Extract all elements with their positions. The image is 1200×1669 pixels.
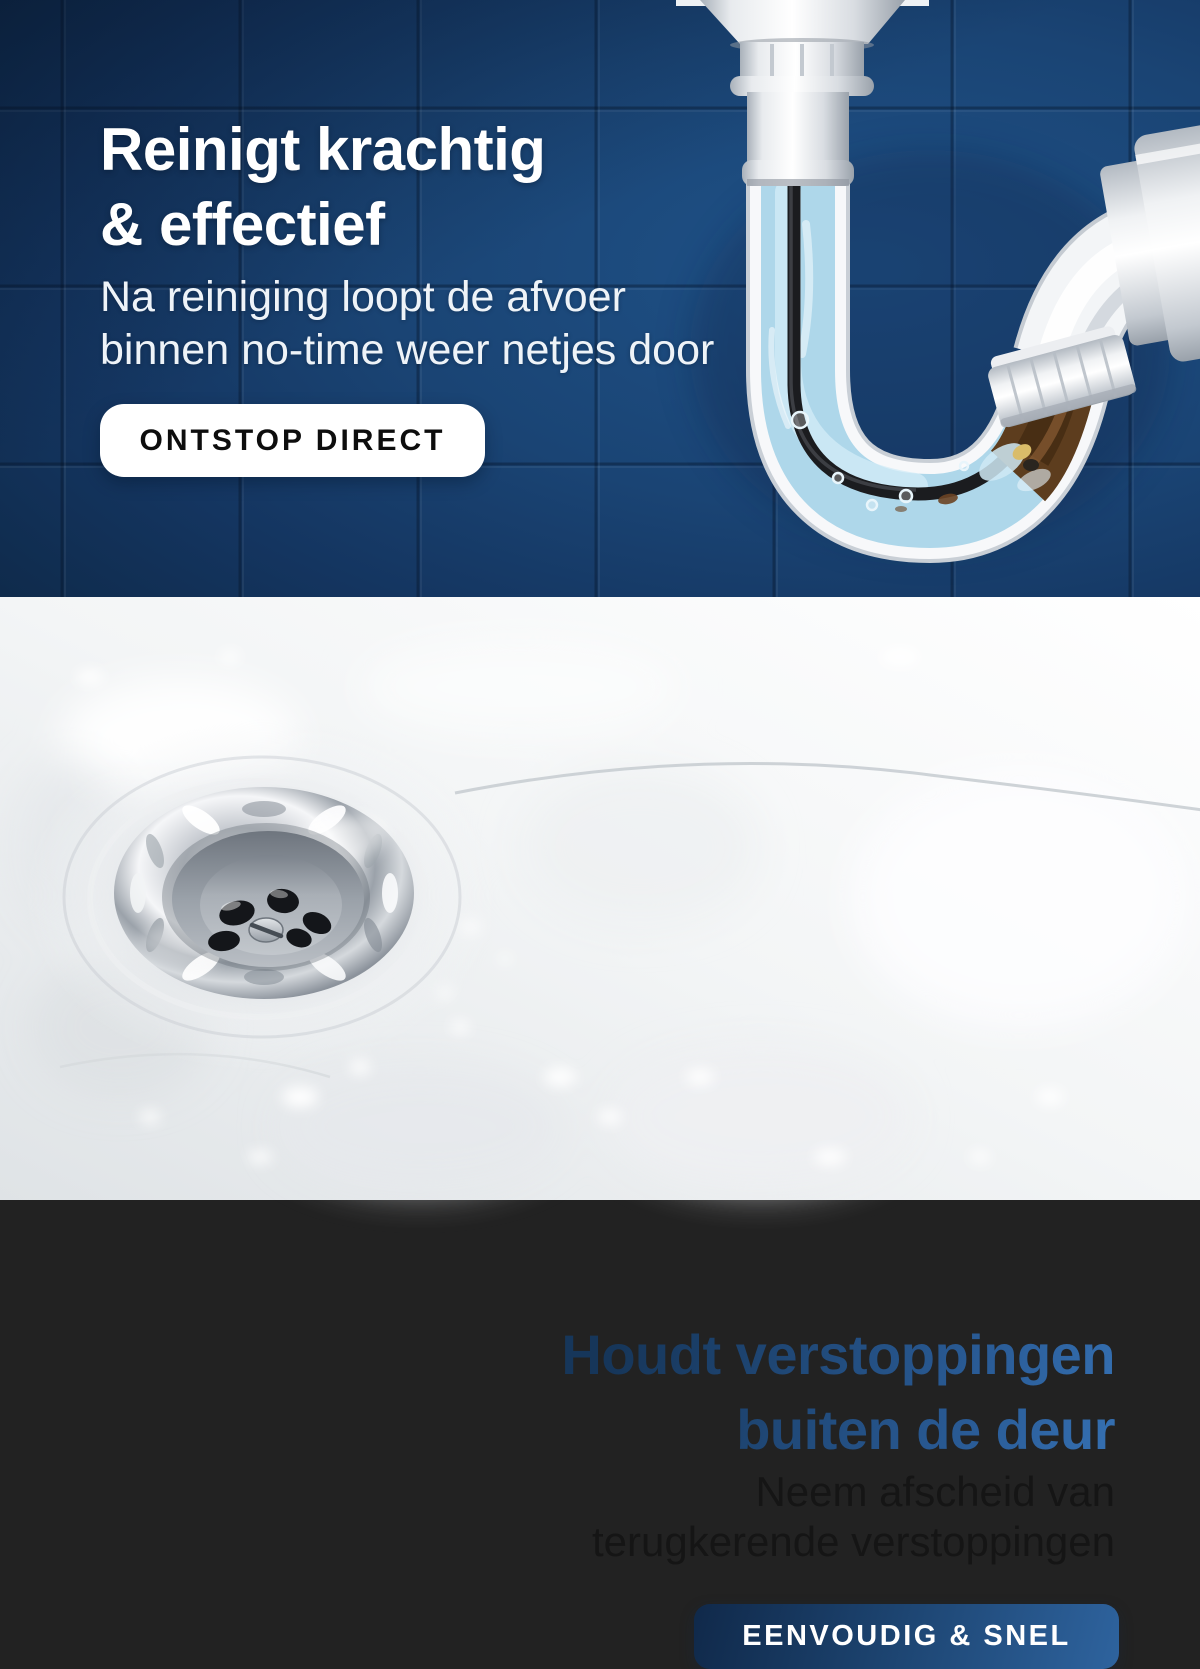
bottom-heading-line2: buiten de deur — [736, 1398, 1115, 1461]
bottom-section — [0, 597, 1200, 1652]
top-heading-line2: & effectief — [100, 191, 385, 258]
top-subtitle-line1: Na reiniging loopt de afvoer — [100, 273, 626, 321]
bottom-subtitle-line1: Neem afscheid van — [755, 1468, 1115, 1515]
drain-basket — [162, 823, 370, 971]
top-heading-line1: Reinigt krachtig — [100, 116, 546, 183]
bottom-subtitle — [592, 1467, 1115, 1567]
bottom-heading-line1: Houdt verstoppingen — [561, 1323, 1115, 1386]
top-subtitle — [100, 271, 714, 377]
sink-drain-photo-art — [0, 597, 1200, 1200]
debris-item-dark — [1023, 459, 1039, 471]
easy-fast-button-label: EENVOUDIG & SNEL — [742, 1620, 1071, 1652]
bottom-heading — [561, 1317, 1115, 1467]
top-subtitle-line2: binnen no-time weer netjes door — [100, 326, 715, 374]
unclog-direct-button[interactable] — [100, 404, 485, 477]
top-section — [0, 0, 1200, 597]
top-heading — [100, 112, 545, 262]
bottom-subtitle-line2: terugkerende verstoppingen — [591, 1518, 1115, 1565]
easy-fast-button[interactable] — [694, 1604, 1119, 1669]
drain-center-screw — [249, 918, 283, 942]
unclog-direct-button-label: ONTSTOP DIRECT — [139, 423, 446, 457]
